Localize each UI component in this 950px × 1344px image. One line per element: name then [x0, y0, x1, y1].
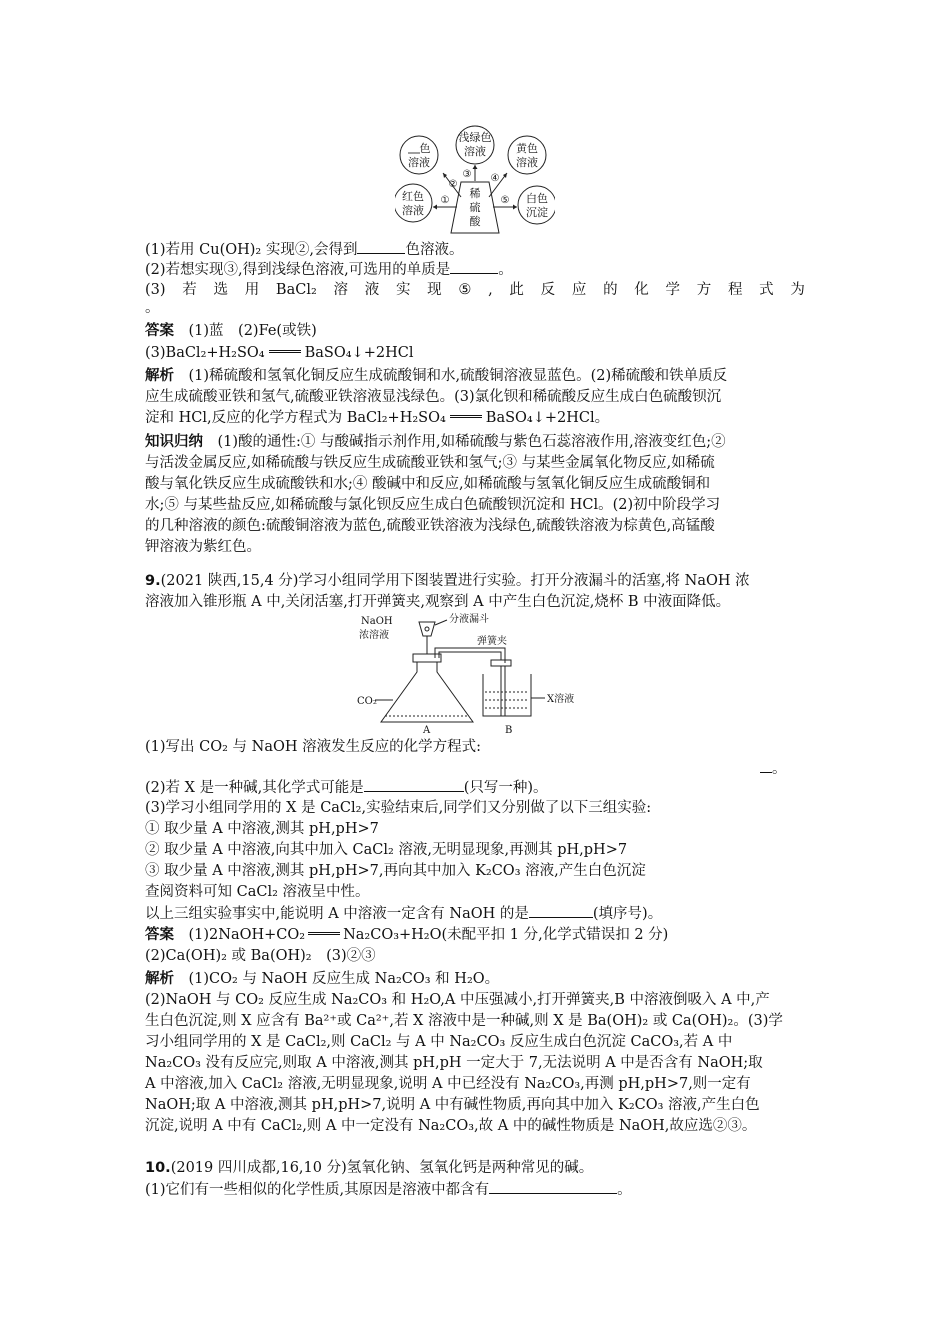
- stopper: [413, 654, 441, 662]
- naoh-label-2: 浓溶液: [359, 630, 389, 641]
- c1-line2: 溶液: [408, 156, 430, 169]
- x-solution-label: X溶液: [547, 694, 575, 705]
- q9-stem-1: 9.(2021 陕西,15,4 分)学习小组同学用下图装置进行实验。打开分液漏斗的活塞,将 NaOH 浓: [145, 573, 750, 589]
- center-3: 酸: [469, 215, 481, 228]
- label-1: ①: [440, 195, 450, 206]
- q8-sum-1: 知识归纳 (1)酸的通性:① 与酸碱指示剂作用,如稀硫酸与紫色石蕊溶液作用,溶液变红色;②: [145, 434, 726, 450]
- c1-line1: 色: [419, 142, 431, 155]
- beaker-b-label: B: [505, 725, 513, 736]
- q10-p1: (1)它们有一些相似的化学性质,其原因是溶液中都含有 。: [145, 1179, 632, 1200]
- funnel-label: 分液漏斗: [449, 614, 489, 625]
- q9-p1: (1)写出 CO₂ 与 NaOH 溶液发生反应的化学方程式:: [145, 739, 482, 755]
- q9-exp-line-4: 习小组同学用的 X 是 CaCl₂,则 CaCl₂ 与 A 中 Na₂CO₃ 反应生成白色沉淀 CaCO₃,若 A 中: [145, 1034, 733, 1050]
- spring-clip: [491, 660, 511, 666]
- label-2: ②: [448, 179, 458, 190]
- q8-answer-2: (3)BaCl₂+H₂SO₄ BaSO₄↓+2HCl: [145, 345, 414, 361]
- q9-exp-line-8: 沉淀,说明 A 中有 CaCl₂,则 A 中一定没有 Na₂CO₃,故 A 中的碱性物质是 NaOH,故应选②③。: [145, 1118, 757, 1134]
- q8-exp-3: 淀和 HCl,反应的化学方程式为 BaCl₂+H₂SO₄ BaSO₄↓+2HCl。: [145, 410, 610, 426]
- c5-line2: 沉淀: [526, 206, 548, 219]
- q8-blank-2[interactable]: [450, 259, 498, 274]
- c4-line1: 红色: [402, 190, 424, 203]
- q9-exp2: ② 取少量 A 中溶液,向其中加入 CaCl₂ 溶液,无明显现象,再测其 pH,pH>7: [145, 842, 628, 858]
- center-1: 稀: [469, 187, 481, 200]
- q8-sum-5: 的几种溶液的颜色:硫酸铜溶液为蓝色,硫酸亚铁溶液为浅绿色,硫酸铁溶液为棕黄色,高锰酸: [145, 518, 715, 534]
- equals-sign: [450, 415, 482, 421]
- q9-exp-line-6: A 中溶液,加入 CaCl₂ 溶液,无明显现象,说明 A 中已经没有 Na₂CO₃,再测 pH,pH>7,则一定有: [145, 1076, 751, 1092]
- q9-exp-line-5: Na₂CO₃ 没有反应完,则取 A 中溶液,测其 pH,pH 一定大于 7,无法说明 A 中是否含有 NaOH;取: [145, 1055, 763, 1071]
- q9-exp-line-7: NaOH;取 A 中溶液,测其 pH,pH>7,说明 A 中有碱性物质,再向其中加入 K₂CO₃ 溶液,产生白色: [145, 1097, 760, 1113]
- c2-line2: 溶液: [464, 145, 486, 158]
- q8-sum-3: 酸与氧化铁反应生成硫酸铁和水;④ 酸碱中和反应,如稀硫酸与氢氧化铜反应生成硫酸铜和: [145, 476, 711, 492]
- q8-p3-end: 。: [145, 300, 160, 316]
- q8-sum-4: 水;⑤ 与某些盐反应,如稀硫酸与氯化钡反应生成白色硫酸钡沉淀和 HCl。(2)初中阶段学习: [145, 497, 721, 513]
- c2-line1: 浅绿色: [458, 131, 492, 144]
- q9-exp-line-3: 生白色沉淀,则 X 应含有 Ba²⁺或 Ca²⁺,若 X 溶液中是一种碱,则 X 是 Ba(OH)₂ 或 Ca(OH)₂。(3)学: [145, 1013, 783, 1029]
- conical-flask-a: [381, 662, 473, 722]
- separatory-funnel: [419, 622, 435, 636]
- q8-p2: (2)若想实现③,得到浅绿色溶液,可选用的单质是 。: [145, 259, 513, 280]
- q8-blank-1[interactable]: [357, 239, 405, 254]
- q9-p3: (3)学习小组同学用的 X 是 CaCl₂,实验结束后,同学们又分别做了以下三组实验:: [145, 800, 652, 816]
- q10-stem: 10.(2019 四川成都,16,10 分)氢氧化钠、氢氧化钙是两种常见的碱。: [145, 1160, 594, 1176]
- q9-number: 9.: [145, 573, 161, 589]
- q9-exp-line-1: 解析 (1)CO₂ 与 NaOH 反应生成 Na₂CO₃ 和 H₂O。: [145, 971, 500, 987]
- c3-line2: 溶液: [516, 156, 538, 169]
- q9-ask: 以上三组实验事实中,能说明 A 中溶液一定含有 NaOH 的是 (填序号)。: [145, 903, 662, 924]
- q9-blank-1[interactable]: [760, 758, 772, 773]
- c3-line1: 黄色: [516, 142, 538, 155]
- q8-p1: (1)若用 Cu(OH)₂ 实现②,会得到 色溶液。: [145, 239, 463, 260]
- label-4: ④: [490, 173, 500, 184]
- q9-stem-2: 溶液加入锥形瓶 A 中,关闭活塞,打开弹簧夹,观察到 A 中产生白色沉淀,烧杯 B 中液面降低。: [145, 594, 731, 610]
- acid-properties-diagram: [395, 125, 555, 235]
- c4-line2: 溶液: [402, 204, 424, 217]
- q9-blank-2[interactable]: [364, 777, 464, 792]
- q8-exp-1: 解析 (1)稀硫酸和氢氧化铜反应生成硫酸铜和水,硫酸铜溶液显蓝色。(2)稀硫酸和铁单质反: [145, 368, 728, 384]
- center-2: 硫: [469, 201, 481, 214]
- q8-answer-1: 答案 (1)蓝 (2)Fe(或铁): [145, 323, 317, 339]
- label-3: ③: [462, 169, 472, 180]
- q10-blank-1[interactable]: [489, 1179, 617, 1194]
- q10-number: 10.: [145, 1160, 171, 1176]
- q9-note: 查阅资料可知 CaCl₂ 溶液呈中性。: [145, 884, 370, 900]
- q8-exp-2: 应生成硫酸亚铁和氢气,硫酸亚铁溶液显浅绿色。(3)氯化钡和稀硫酸反应生成白色硫酸钡沉: [145, 389, 722, 405]
- co2-label: CO₂: [357, 696, 377, 707]
- answer-label: 答案: [145, 323, 174, 339]
- equals-sign: [308, 932, 340, 938]
- q9-blank-3[interactable]: [529, 903, 593, 918]
- equals-sign: [269, 350, 301, 356]
- q8-sum-2: 与活泼金属反应,如稀硫酸与铁反应生成硫酸亚铁和氢气;③ 与某些金属氧化物反应,如稀硫: [145, 455, 715, 471]
- q9-p1-answer-line: 。: [760, 758, 787, 779]
- c5-line1: 白色: [526, 192, 548, 205]
- q9-exp-line-2: (2)NaOH 与 CO₂ 反应生成 Na₂CO₃ 和 H₂O,A 中压强减小,打开弹簧夹,B 中溶液倒吸入 A 中,产: [145, 992, 770, 1008]
- q9-exp3: ③ 取少量 A 中溶液,测其 pH,pH>7,再向其中加入 K₂CO₃ 溶液,产生白色沉淀: [145, 863, 646, 879]
- q8-sum-6: 钾溶液为紫红色。: [145, 539, 261, 555]
- clip-label: 弹簧夹: [477, 636, 507, 647]
- q9-p2: (2)若 X 是一种碱,其化学式可能是 (只写一种)。: [145, 777, 548, 798]
- q9-answer-1: 答案 (1)2NaOH+CO₂ Na₂CO₃+H₂O(未配平扣 1 分,化学式错误扣 2 分): [145, 927, 669, 943]
- q8-p3: (3) 若 选 用 BaCl₂ 溶 液 实 现 ⑤ , 此 反 应 的 化 学 方 程 式 为: [145, 282, 805, 298]
- beaker-b: [483, 674, 531, 716]
- apparatus-figure: [355, 612, 605, 737]
- label-5: ⑤: [500, 195, 510, 206]
- q9-answer-2: (2)Ca(OH)₂ 或 Ba(OH)₂ (3)②③: [145, 948, 376, 964]
- q9-exp1: ① 取少量 A 中溶液,测其 pH,pH>7: [145, 821, 379, 837]
- naoh-label: NaOH: [361, 616, 393, 627]
- flask-a-label: A: [423, 725, 431, 736]
